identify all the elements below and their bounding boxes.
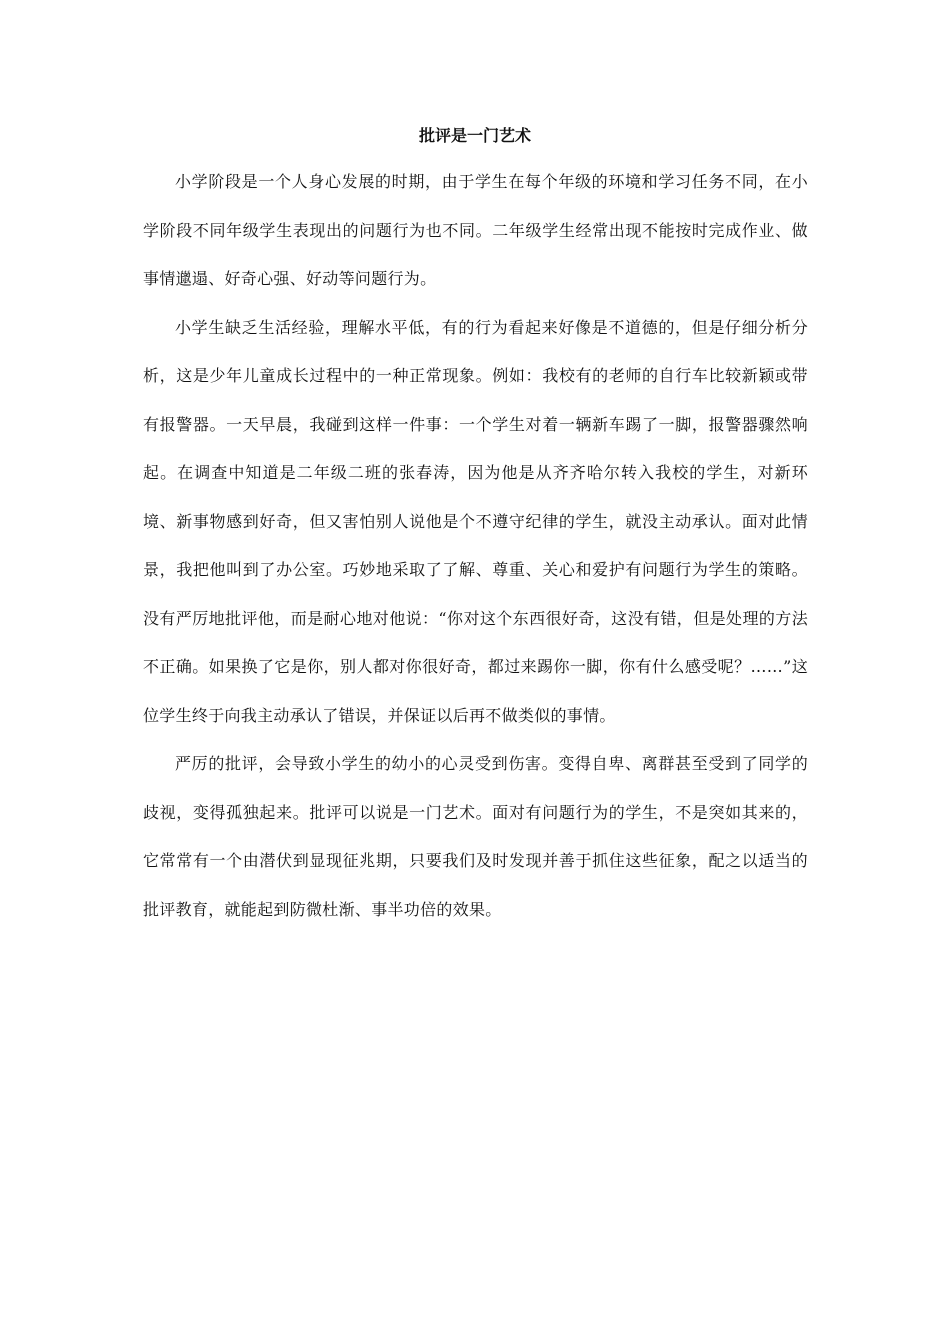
paragraph-1: 小学阶段是一个人身心发展的时期，由于学生在每个年级的环境和学习任务不同，在小学阶段不同年级学生表现出的问题行为也不同。二年级学生经常出现不能按时完成作业、做事情邋遢、好奇心强、好动等问题行为。 [143, 172, 808, 288]
document-body [143, 158, 808, 934]
document-title: 批评是一门艺术 [418, 126, 531, 145]
paragraph-2: 小学生缺乏生活经验，理解水平低，有的行为看起来好像是不道德的，但是仔细分析分析，这是少年儿童成长过程中的一种正常现象。例如：我校有的老师的自行车比较新颖或带有报警器。一天早晨，我碰到这样一件事：一个学生对着一辆新车踢了一脚，报警器骤然响起。在调查中知道是二年级二班的张春涛，因为他是从齐齐哈尔转入我校的学生，对新环境、新事物感到好奇，但又害怕别人说他是个不遵守纪律的学生，就没主动承认。面对此情景，我把他叫到了办公室。巧妙地采取了了解、尊重、关心和爱护有问题行为学生的策略。没有严厉地批评他，而是耐心地对他说：“你对这个东西很好奇，这没有错，但是处理的方法不正确。如果换了它是你，别人都对你很好奇，都过来踢你一脚，你有什么感受呢？……”这位学生终于向我主动承认了错误，并保证以后再不做类似的事情。 [143, 317, 808, 725]
paragraph-3: 严厉的批评，会导致小学生的幼小的心灵受到伤害。变得自卑、离群甚至受到了同学的歧视，变得孤独起来。批评可以说是一门艺术。面对有问题行为的学生，不是突如其来的，它常常有一个由潜伏到显现征兆期，只要我们及时发现并善于抓住这些征象，配之以适当的批评教育，就能起到防微杜渐、事半功倍的效果。 [143, 754, 808, 919]
